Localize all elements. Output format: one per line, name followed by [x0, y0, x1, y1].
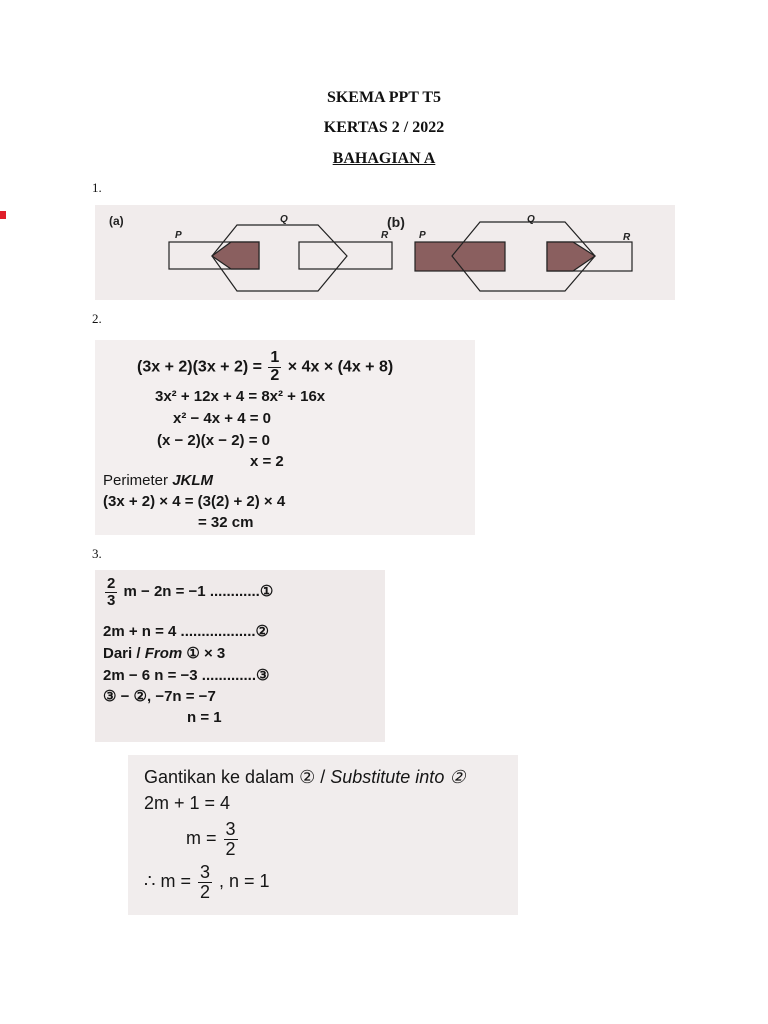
q2-line-6	[103, 472, 213, 489]
q2-perimeter-word: Perimeter	[103, 472, 169, 489]
q3-line-4: 2m − 6 n = −3 .............③	[103, 667, 270, 684]
question-2-number: 2.	[92, 311, 102, 326]
q2-line-8: = 32 cm	[198, 514, 254, 531]
label-p-a: P	[175, 230, 182, 241]
part-b-label: (b)	[387, 214, 405, 230]
q3b-n-equals: , n = 1	[219, 871, 270, 892]
q2-line-3: x² − 4x + 4 = 0	[173, 410, 271, 427]
q3-line-2: 2m + n = 4 ..................②	[103, 623, 270, 640]
q2-line-1-right: × 4x × (4x + 8)	[287, 358, 394, 376]
q2-line-7: (3x + 2) × 4 = (3(2) + 2) × 4	[103, 493, 286, 510]
red-margin-mark	[0, 211, 6, 219]
section-heading: BAHAGIAN A	[332, 150, 436, 167]
question-3-working-part-2	[128, 755, 518, 915]
q2-line-1	[137, 350, 393, 385]
shaded-face-b	[547, 242, 595, 271]
q3-line-3-rest: ① × 3	[186, 645, 226, 662]
q3b-line-1	[144, 767, 465, 788]
question-3-number: 3.	[92, 546, 102, 561]
q3b-m-equals: m =	[186, 828, 217, 849]
q3b-fraction-1	[224, 820, 238, 859]
q3b-substitute-en: Substitute into ②	[330, 767, 466, 787]
q3-fraction-denominator: 3	[107, 591, 116, 609]
net-diagram-svg	[95, 205, 675, 300]
q3-fraction-numerator: 2	[107, 575, 116, 592]
q3b-substitute-word: Gantikan ke dalam ② /	[144, 767, 326, 787]
q3-from-word: From	[144, 645, 183, 662]
question-1-diagram	[95, 205, 675, 300]
q3b-line-2: 2m + 1 = 4	[144, 793, 231, 813]
label-q-b: Q	[527, 214, 535, 225]
q3b-fraction-1-denominator: 2	[225, 838, 236, 859]
question-1-number: 1.	[92, 180, 102, 195]
q3-line-3	[103, 644, 225, 662]
q2-line-2: 3x² + 12x + 4 = 8x² + 16x	[155, 388, 326, 405]
q2-fraction-numerator: 1	[270, 349, 280, 366]
q3-fraction	[105, 576, 117, 609]
label-r-a: R	[381, 230, 389, 241]
doc-title: SKEMA PPT T5	[326, 89, 442, 106]
q2-fraction	[268, 350, 281, 385]
question-2-working	[95, 340, 475, 535]
q2-line-5: x = 2	[250, 453, 284, 470]
q3-dari-word: Dari /	[103, 645, 141, 662]
rect-r-a	[299, 242, 392, 269]
question-3-working-part-1	[95, 570, 385, 742]
q3-line-1-text: m − 2n = −1 ............①	[123, 583, 274, 601]
q3b-fraction-1-numerator: 3	[225, 819, 236, 839]
q3b-fraction-2-denominator: 2	[199, 881, 210, 902]
q3b-line-3	[186, 820, 240, 859]
q2-line-4: (x − 2)(x − 2) = 0	[157, 432, 270, 449]
label-r-b: R	[623, 232, 631, 243]
label-p-b: P	[419, 230, 426, 241]
q3b-fraction-2-numerator: 3	[199, 862, 210, 882]
q3b-line-4	[144, 863, 270, 902]
q3-line-1	[103, 576, 273, 609]
part-a-label: (a)	[109, 214, 124, 228]
q3b-therefore-m: ∴ m =	[144, 871, 191, 892]
q3-line-5: ③ − ②, −7n = −7	[103, 688, 216, 705]
label-q-a: Q	[280, 214, 288, 225]
q2-fraction-denominator: 2	[270, 366, 280, 384]
q2-perimeter-name: JKLM	[172, 472, 214, 489]
q3b-fraction-2	[198, 863, 212, 902]
doc-subtitle: KERTAS 2 / 2022	[323, 119, 445, 136]
q2-line-1-left: (3x + 2)(3x + 2) =	[137, 358, 262, 376]
q3-line-6: n = 1	[187, 709, 222, 726]
